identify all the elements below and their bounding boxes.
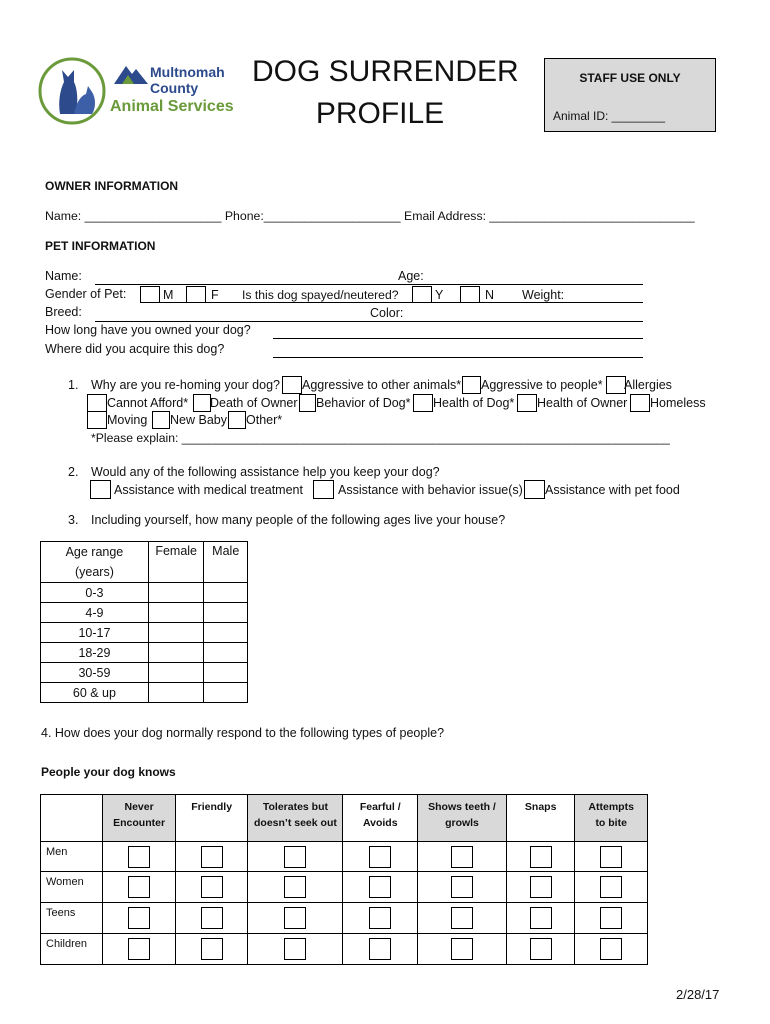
logo-line3: Animal Services	[110, 98, 234, 115]
q1-baby-label: New Baby	[170, 413, 227, 427]
female-cell[interactable]	[148, 643, 204, 663]
response-cell	[248, 842, 343, 872]
q1-question: Why are you re-homing your dog?	[91, 378, 280, 392]
response-cell	[418, 872, 507, 903]
q1-baby-checkbox[interactable]	[152, 411, 170, 429]
spayed-label: Is this dog spayed/neutered?	[242, 288, 399, 302]
response-checkbox[interactable]	[600, 876, 622, 898]
response-checkbox[interactable]	[128, 876, 150, 898]
response-cell	[506, 842, 574, 872]
age-row-label: 18-29	[41, 643, 149, 663]
response-checkbox[interactable]	[369, 846, 391, 868]
q1-health-dog-checkbox[interactable]	[413, 394, 433, 412]
col-snaps	[506, 795, 574, 842]
behavior-row-children	[41, 934, 648, 965]
q2-behavior-checkbox[interactable]	[313, 480, 334, 499]
cat-dog-logo-icon	[38, 56, 106, 126]
female-cell[interactable]	[148, 683, 204, 703]
gender-m-label: M	[163, 288, 174, 302]
breed-label: Breed:	[45, 305, 82, 319]
response-checkbox[interactable]	[600, 938, 622, 960]
age-row	[41, 583, 248, 603]
response-cell	[506, 903, 574, 934]
q1-health-owner-checkbox[interactable]	[517, 394, 537, 412]
behavior-table	[40, 794, 648, 965]
q1-aggr-animals-checkbox[interactable]	[282, 376, 302, 394]
response-checkbox[interactable]	[530, 938, 552, 960]
response-cell	[418, 903, 507, 934]
response-cell	[343, 842, 418, 872]
col-fearful-label: Fearful / Avoids	[359, 801, 401, 829]
page-title-line1: DOG SURRENDER	[252, 55, 519, 88]
response-checkbox[interactable]	[201, 846, 223, 868]
response-checkbox[interactable]	[369, 938, 391, 960]
response-cell	[575, 872, 648, 903]
q1-aggr-people-label: Aggressive to people*	[481, 378, 603, 392]
response-checkbox[interactable]	[128, 938, 150, 960]
owner-heading: OWNER INFORMATION	[45, 179, 179, 193]
male-cell[interactable]	[204, 623, 248, 643]
acquire-line[interactable]	[273, 357, 643, 358]
behavior-row-women	[41, 872, 648, 903]
q1-aggr-people-checkbox[interactable]	[462, 376, 481, 394]
q2-question: Would any of the following assistance help you keep your dog?	[91, 465, 440, 479]
q1-health-owner-label: Health of Owner	[537, 396, 628, 410]
corner-cell	[41, 795, 103, 842]
response-checkbox[interactable]	[284, 876, 306, 898]
female-cell[interactable]	[148, 663, 204, 683]
owned-label: How long have you owned your dog?	[45, 323, 251, 337]
response-checkbox[interactable]	[128, 907, 150, 929]
response-cell	[248, 903, 343, 934]
response-checkbox[interactable]	[284, 907, 306, 929]
male-cell[interactable]	[204, 643, 248, 663]
spayed-y-checkbox[interactable]	[412, 286, 432, 303]
col-attempts-bite	[575, 795, 648, 842]
female-cell[interactable]	[148, 603, 204, 623]
row-label: Teens	[41, 903, 103, 934]
response-cell	[103, 903, 176, 934]
response-cell	[175, 903, 248, 934]
response-checkbox[interactable]	[530, 846, 552, 868]
col-snaps-label: Snaps	[524, 801, 557, 813]
q4-subheading: People your dog knows	[41, 765, 176, 779]
response-cell	[248, 872, 343, 903]
response-cell	[343, 934, 418, 965]
page-title-line2: PROFILE	[315, 97, 445, 130]
response-checkbox[interactable]	[600, 907, 622, 929]
behavior-table-header	[41, 795, 648, 842]
q1-death-label: Death of Owner	[210, 396, 298, 410]
male-cell[interactable]	[204, 603, 248, 623]
response-cell	[175, 872, 248, 903]
col-never-encounter-label: Never Encounter	[113, 801, 166, 829]
staff-title: STAFF USE ONLY	[579, 71, 681, 85]
q2-medical-label: Assistance with medical treatment	[114, 483, 303, 497]
age-row-label: 10-17	[41, 623, 149, 643]
response-cell	[418, 934, 507, 965]
response-checkbox[interactable]	[530, 907, 552, 929]
age-table-header	[41, 542, 248, 583]
q1-explain[interactable]: *Please explain: ________________________________________________________________________	[91, 431, 670, 445]
spayed-y-label: Y	[435, 288, 444, 302]
behavior-row-teens	[41, 903, 648, 934]
response-cell	[175, 934, 248, 965]
response-cell	[175, 842, 248, 872]
col-male: Male	[204, 542, 248, 583]
q1-afford-label: Cannot Afford*	[107, 396, 189, 410]
q1-homeless-label: Homeless	[650, 396, 706, 410]
q1-number: 1.	[68, 378, 79, 392]
col-age-range	[41, 542, 149, 583]
q1-aggr-animals-label: Aggressive to other animals*	[302, 378, 462, 392]
col-fearful	[343, 795, 418, 842]
q1-health-dog-label: Health of Dog*	[433, 396, 515, 410]
response-checkbox[interactable]	[451, 846, 473, 868]
response-checkbox[interactable]	[369, 907, 391, 929]
q2-behavior-label: Assistance with behavior issue(s)	[338, 483, 523, 497]
response-checkbox[interactable]	[530, 876, 552, 898]
age-row	[41, 623, 248, 643]
response-cell	[103, 872, 176, 903]
male-cell[interactable]	[204, 683, 248, 703]
col-attempts-bite-label: Attempts to bite	[588, 801, 634, 829]
response-checkbox[interactable]	[451, 876, 473, 898]
gender-label: Gender of Pet:	[45, 287, 127, 301]
logo-line1: Multnomah	[150, 64, 225, 80]
response-cell	[343, 872, 418, 903]
gender-f-label: F	[211, 288, 219, 302]
male-cell[interactable]	[204, 663, 248, 683]
col-female: Female	[148, 542, 204, 583]
age-row	[41, 603, 248, 623]
q1-moving-label: Moving	[107, 413, 148, 427]
response-checkbox[interactable]	[600, 846, 622, 868]
q2-number: 2.	[68, 465, 79, 479]
q2-food-checkbox[interactable]	[524, 480, 545, 499]
male-cell[interactable]	[204, 583, 248, 603]
response-cell	[575, 903, 648, 934]
response-cell	[103, 934, 176, 965]
row-label: Men	[41, 842, 103, 872]
response-checkbox[interactable]	[201, 938, 223, 960]
q1-homeless-checkbox[interactable]	[630, 394, 650, 412]
col-shows-teeth	[418, 795, 507, 842]
female-cell[interactable]	[148, 623, 204, 643]
owner-info-line[interactable]: Name: ____________________ Phone:____________________ Email Address: ______________________________	[45, 209, 695, 223]
behavior-row-men	[41, 842, 648, 872]
owned-line[interactable]	[273, 338, 643, 339]
response-checkbox[interactable]	[201, 907, 223, 929]
row-label: Women	[41, 872, 103, 903]
q1-behavior-checkbox[interactable]	[299, 394, 316, 412]
spayed-n-checkbox[interactable]	[460, 286, 480, 303]
response-cell	[343, 903, 418, 934]
response-cell	[575, 934, 648, 965]
weight-label: Weight:	[522, 288, 565, 302]
response-cell	[506, 934, 574, 965]
q1-allergies-label: Allergies	[624, 378, 672, 392]
response-cell	[248, 934, 343, 965]
age-row	[41, 643, 248, 663]
q3-number: 3.	[68, 513, 79, 527]
q1-allergies-checkbox[interactable]	[606, 376, 626, 394]
q1-other-checkbox[interactable]	[228, 411, 246, 429]
gender-f-checkbox[interactable]	[186, 286, 206, 303]
response-checkbox[interactable]	[284, 938, 306, 960]
col-friendly	[175, 795, 248, 842]
age-row-label: 0-3	[41, 583, 149, 603]
response-checkbox[interactable]	[369, 876, 391, 898]
age-row-label: 30-59	[41, 663, 149, 683]
response-checkbox[interactable]	[451, 938, 473, 960]
response-checkbox[interactable]	[201, 876, 223, 898]
spayed-n-label: N	[485, 288, 495, 302]
col-shows-teeth-label: Shows teeth / growls	[428, 801, 496, 829]
row-label: Children	[41, 934, 103, 965]
response-cell	[418, 842, 507, 872]
mountain-icon	[114, 62, 148, 84]
logo	[38, 56, 233, 128]
q4-question: 4. How does your dog normally respond to the following types of people?	[41, 726, 445, 740]
female-cell[interactable]	[148, 583, 204, 603]
age-row-label: 60 & up	[41, 683, 149, 703]
response-cell	[103, 842, 176, 872]
gender-m-checkbox[interactable]	[140, 286, 160, 303]
q1-death-checkbox[interactable]	[193, 394, 211, 412]
animal-id-field[interactable]: Animal ID: ________	[553, 109, 666, 123]
age-table	[40, 541, 248, 703]
breed-line[interactable]	[95, 321, 643, 322]
color-label: Color:	[370, 306, 404, 320]
col-tolerates	[248, 795, 343, 842]
q1-moving-checkbox[interactable]	[87, 411, 107, 429]
gender-line	[140, 302, 643, 303]
q1-afford-checkbox[interactable]	[87, 394, 107, 412]
response-cell	[506, 872, 574, 903]
q1-behavior-label: Behavior of Dog*	[316, 396, 411, 410]
pet-heading: PET INFORMATION	[45, 239, 156, 253]
staff-use-box	[544, 58, 716, 132]
col-age-range-label: Age range (years)	[65, 545, 124, 579]
pet-age-label: Age:	[398, 269, 424, 283]
age-row	[41, 663, 248, 683]
age-row	[41, 683, 248, 703]
pet-name-label: Name:	[45, 269, 82, 283]
q2-food-label: Assistance with pet food	[545, 483, 680, 497]
col-never-encounter	[103, 795, 176, 842]
pet-name-line[interactable]	[95, 284, 643, 285]
q2-medical-checkbox[interactable]	[90, 480, 111, 499]
response-checkbox[interactable]	[284, 846, 306, 868]
q1-other-label: Other*	[246, 413, 283, 427]
acquire-label: Where did you acquire this dog?	[45, 342, 225, 356]
logo-line2: County	[150, 80, 199, 96]
col-tolerates-label: Tolerates but doesn’t seek out	[254, 801, 337, 829]
response-cell	[575, 842, 648, 872]
response-checkbox[interactable]	[128, 846, 150, 868]
age-row-label: 4-9	[41, 603, 149, 623]
col-friendly-label: Friendly	[191, 801, 233, 813]
q3-question: Including yourself, how many people of the following ages live your house?	[91, 513, 506, 527]
response-checkbox[interactable]	[451, 907, 473, 929]
footer-date: 2/28/17	[676, 987, 720, 1002]
